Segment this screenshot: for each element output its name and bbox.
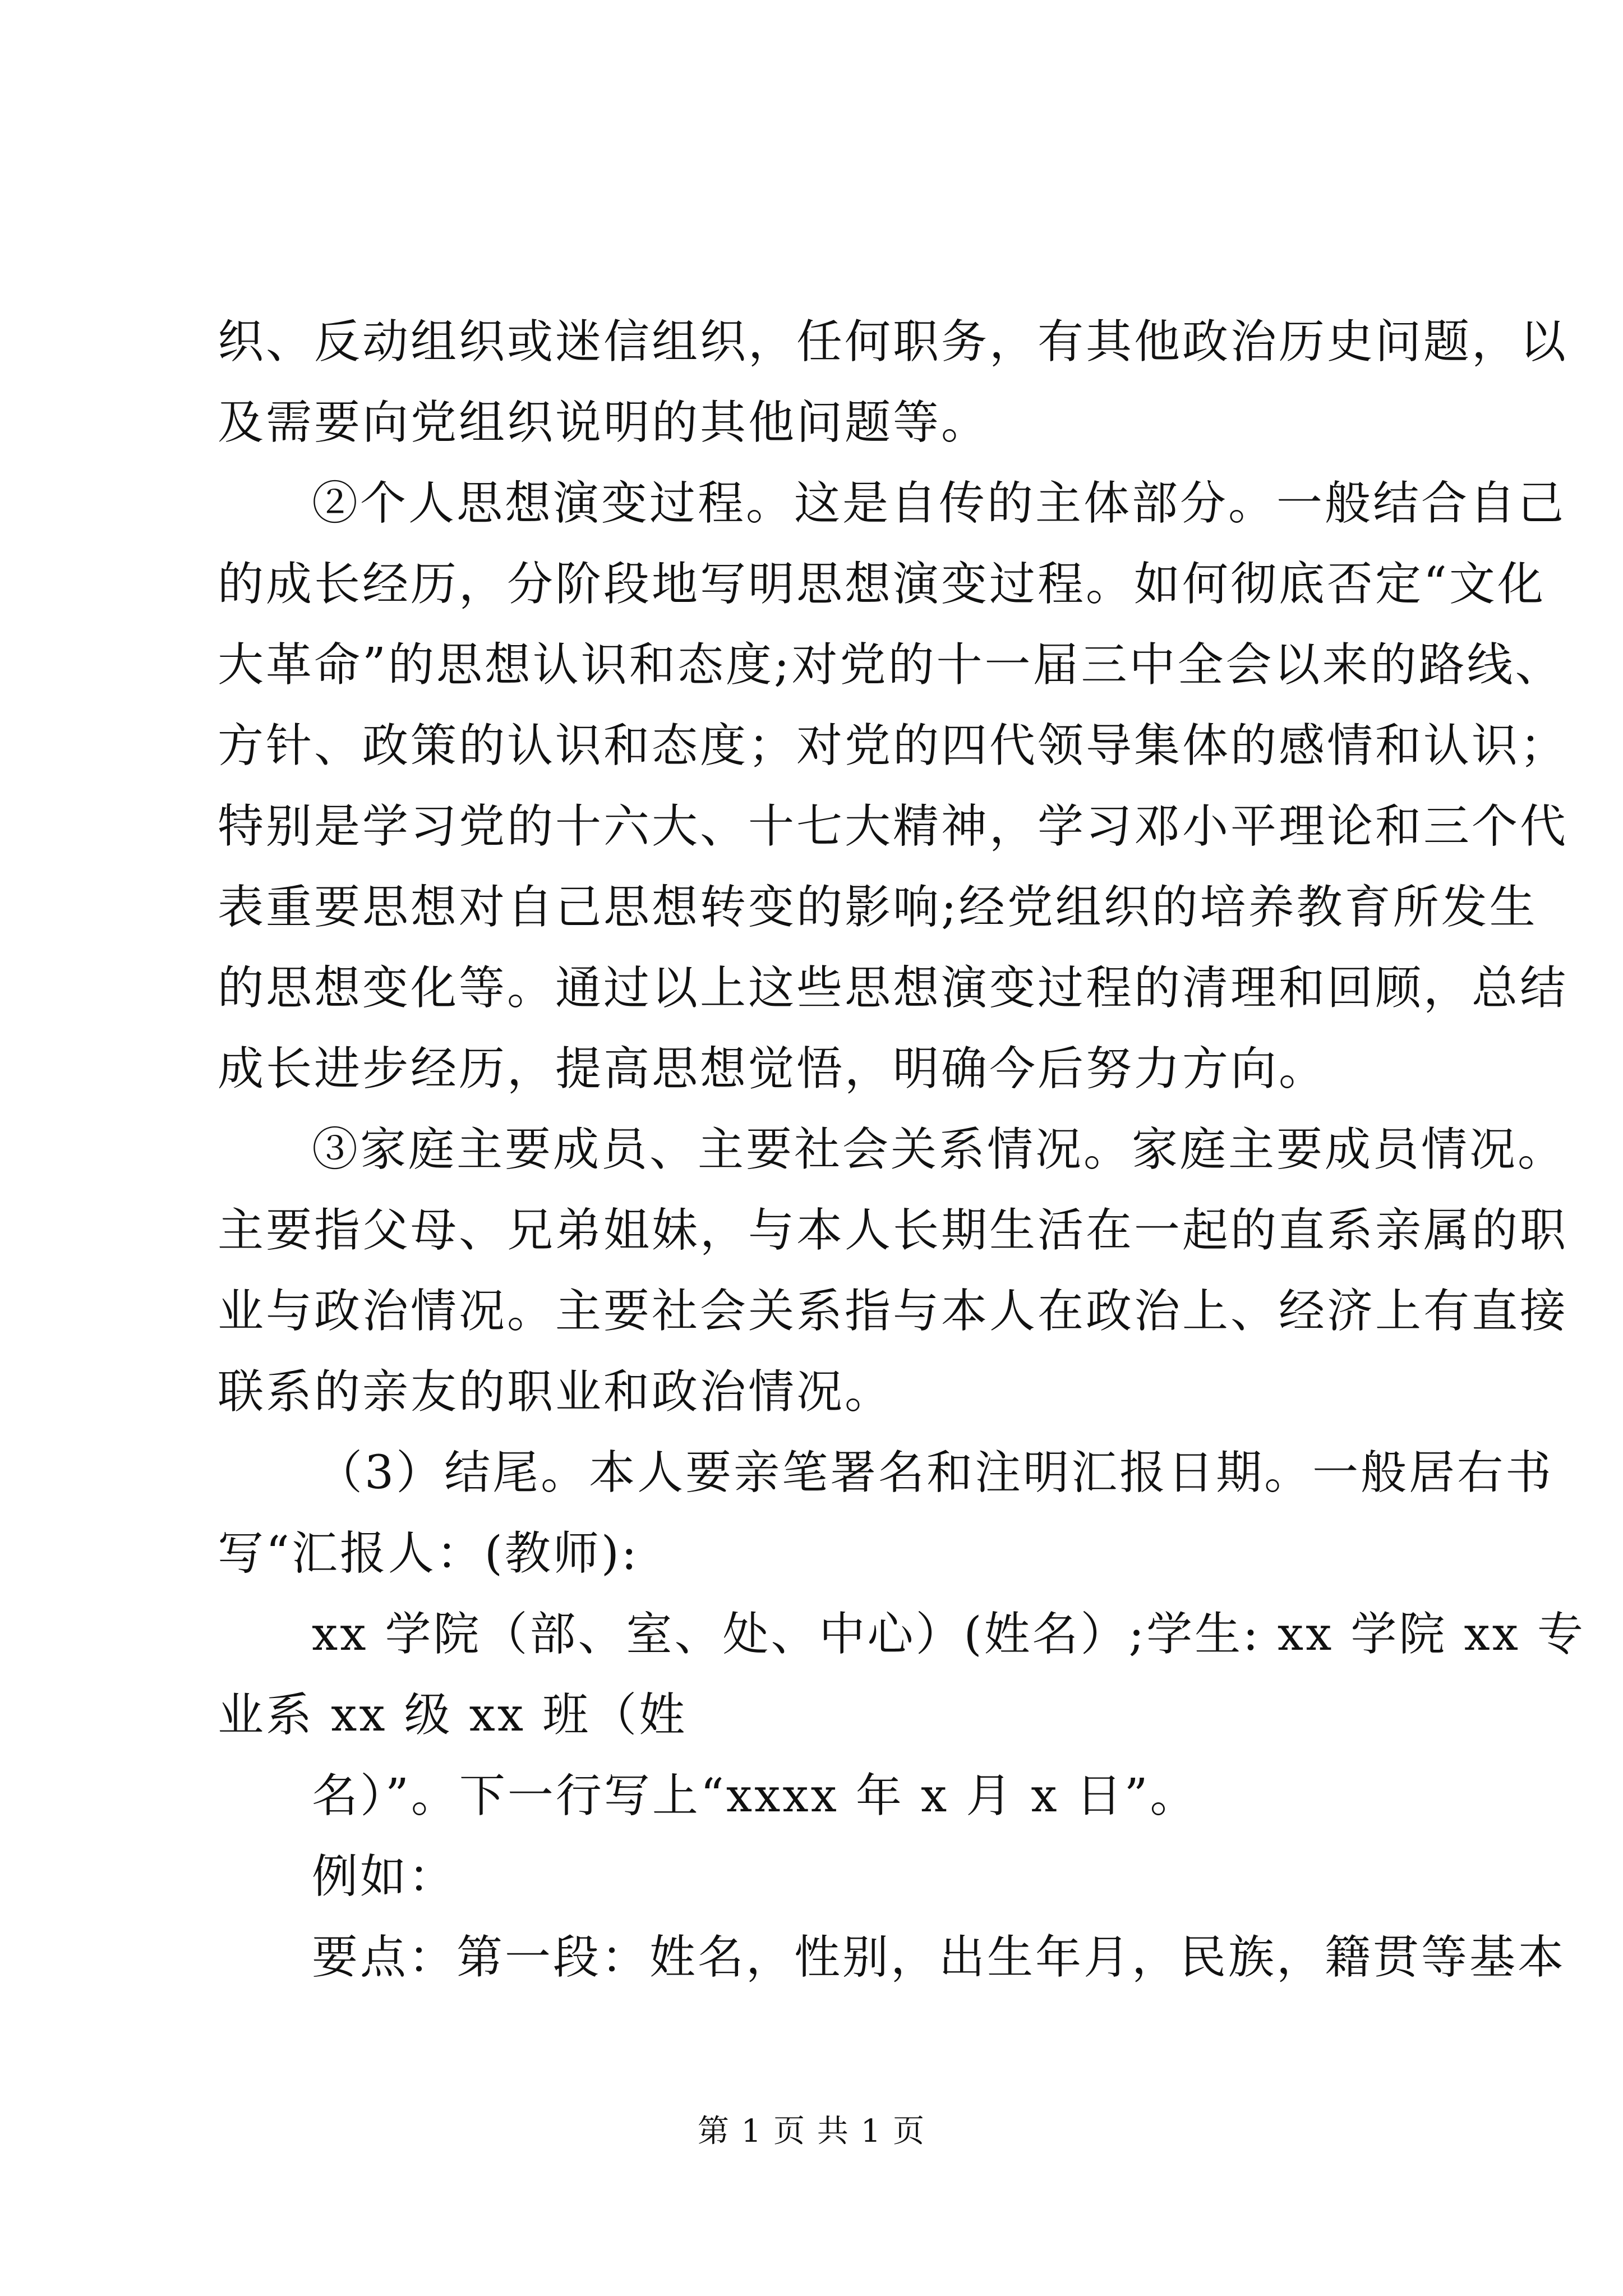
text-line: 成长进步经历，提高思想觉悟，明确今后努力方向。: [218, 1042, 1327, 1096]
text-line: 名）”。下一行写上“xxxx 年 x 月 x 日”。: [312, 1769, 1198, 1823]
text-line: 织、反动组织或迷信组织，任何职务，有其他政治历史问题，以: [218, 315, 1569, 369]
text-line: （3）结尾。本人要亲笔署名和注明汇报日期。一般居右书: [316, 1446, 1554, 1499]
text-line: 特别是学习党的十六大、十七大精神，学习邓小平理论和三个代: [218, 800, 1569, 853]
text-line: 联系的亲友的职业和政治情况。: [218, 1365, 893, 1419]
text-line: 业与政治情况。主要社会关系指与本人在政治上、经济上有直接: [218, 1285, 1569, 1338]
text-line: 的思想变化等。通过以上这些思想演变过程的清理和回顾，总结: [218, 961, 1569, 1015]
text-line: 要点：第一段：姓名，性别，出生年月，民族，籍贯等基本: [312, 1931, 1566, 1984]
text-line: 及需要向党组织说明的其他问题等。: [218, 396, 990, 449]
text-line: 表重要思想对自己思想转变的影响;经党组织的培养教育所发生: [218, 881, 1538, 934]
text-line: 方针、政策的认识和态度；对党的四代领导集体的感情和认识；: [218, 719, 1569, 772]
text-line: 例如：: [312, 1850, 457, 1903]
text-line: 写“汇报人：(教师):: [218, 1527, 639, 1580]
document-body: [218, 302, 1586, 1998]
text-line: xx 学院（部、室、处、中心）(姓名）;学生: xx 学院 xx 专: [312, 1608, 1586, 1661]
page-footer: 第 1 页 共 1 页: [697, 2113, 926, 2150]
text-line: 的成长经历，分阶段地写明思想演变过程。如何彻底否定“文化: [218, 558, 1546, 611]
text-line: ②个人思想演变过程。这是自传的主体部分。一般结合自己: [312, 477, 1566, 530]
text-line: ③家庭主要成员、主要社会关系情况。家庭主要成员情况。: [312, 1123, 1566, 1176]
text-line: 大革命”的思想认识和态度;对党的十一届三中全会以来的路线、: [218, 638, 1564, 692]
text-line: 主要指父母、兄弟姐妹，与本人长期生活在一起的直系亲属的职: [218, 1204, 1569, 1257]
text-line: 业系 xx 级 xx 班（姓: [218, 1688, 688, 1742]
